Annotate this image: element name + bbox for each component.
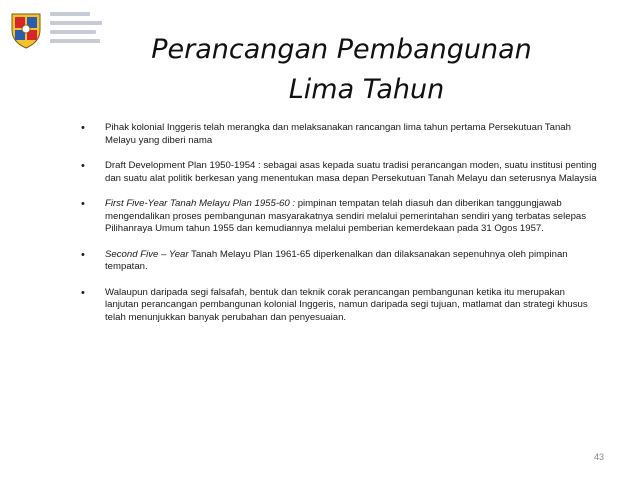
bullet-italic: First Five-Year Tanah Melayu Plan 1955-60 : bbox=[105, 198, 296, 209]
bullet-dot: • bbox=[81, 122, 85, 134]
bullet-text: Pihak kolonial Inggeris telah merangka dan melaksanakan rancangan lima tahun pertama Persekutuan Tanah Melayu yang diberi nama bbox=[105, 122, 571, 146]
bullet-text: Walaupun daripada segi falsafah, bentuk dan teknik corak perancangan pembangunan ketika itu merupakan lanjutan perancangan pembangunan kolonial Inggeris, namun daripada segi tujuan, matlamat dan strategi khusus telah menunjukkan banyak perubahan dan penyesuaian. bbox=[105, 286, 588, 323]
bullet-dot: • bbox=[81, 286, 85, 299]
bullet-text: Draft Development Plan 1950-1954 : sebagai asas kepada suatu tradisi perancangan moden, suatu institusi penting dan suatu alat politik berkesan yang menentukan masa depan Persekutuan Tanah Melayu dan seterusnya Malaysia bbox=[105, 160, 597, 184]
bullet-item bbox=[72, 287, 600, 325]
bullet-list bbox=[72, 122, 600, 337]
page-number: 43 bbox=[593, 452, 604, 462]
bullet-item bbox=[72, 249, 600, 274]
slide-title-line1: Perancangan Pembangunan bbox=[151, 34, 532, 65]
slide-title-line2: Lima Tahun bbox=[288, 74, 445, 105]
bullet-item bbox=[72, 122, 600, 147]
bullet-dot: • bbox=[81, 248, 85, 261]
bullet-text: Tanah Melayu Plan 1961-65 diperkenalkan dan dilaksanakan sepenuhnya oleh pimpinan tempatan. bbox=[105, 248, 568, 272]
bullet-item bbox=[72, 160, 600, 185]
bullet-italic: Second Five – Year bbox=[105, 248, 189, 260]
bullet-dot: • bbox=[81, 198, 85, 210]
bullet-dot: • bbox=[81, 160, 85, 172]
bullet-item bbox=[72, 198, 600, 236]
bullet-text: pimpinan tempatan telah diasuh dan diberikan tanggungjawab mengendalikan proses pembangunan masyarakatnya sendiri melalui pemerintahan sendiri yang terbatas selepas Pilihanraya Umum tahun 1955 dan kemudiannya melalui pemberian kemerdekaan pada 31 Ogos 1957. bbox=[105, 198, 587, 234]
slide-title bbox=[0, 30, 638, 110]
